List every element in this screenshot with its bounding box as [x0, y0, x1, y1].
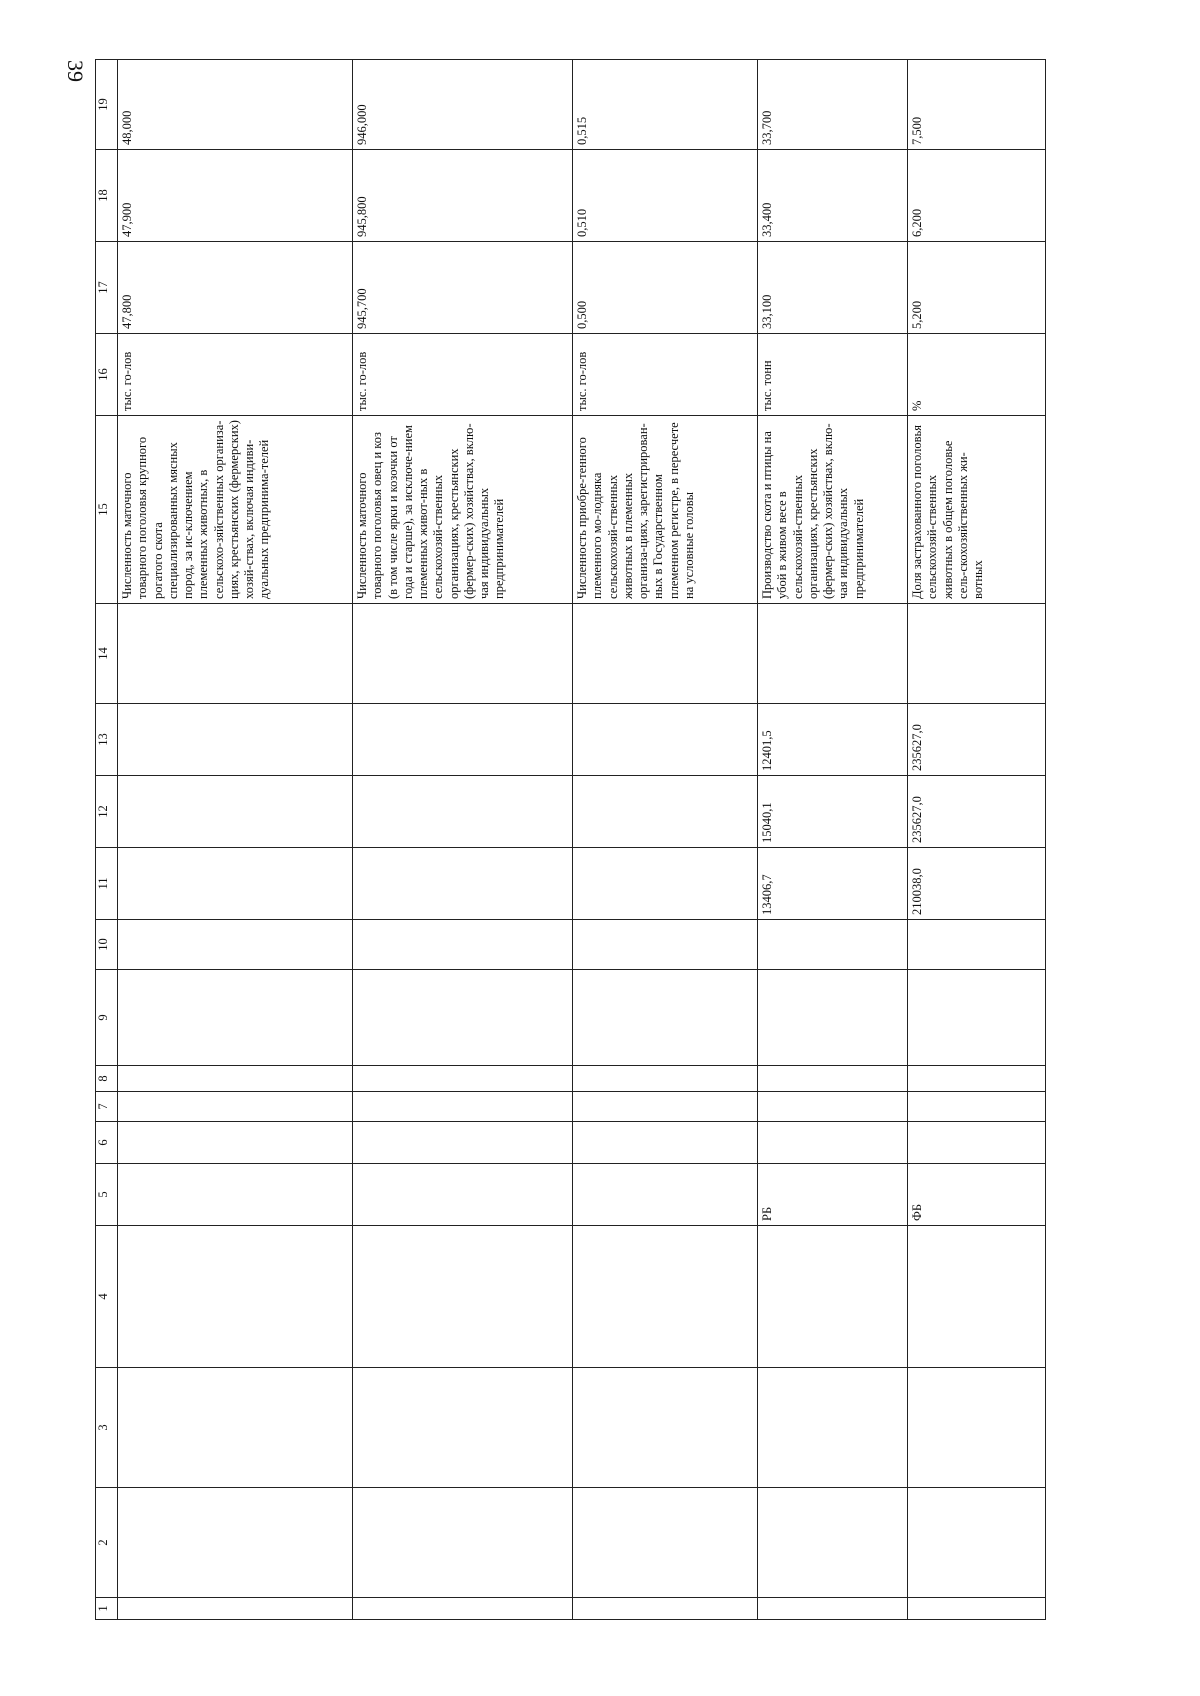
cell-c8 [353, 1066, 573, 1092]
col-header-14: 14 [96, 604, 118, 704]
cell-value-c19: 48,000 [118, 60, 353, 150]
cell-amount-c11: 13406,7 [758, 848, 908, 920]
cell-value-c17: 5,200 [908, 242, 1046, 334]
cell-c2 [908, 1488, 1046, 1598]
cell-c7 [353, 1092, 573, 1122]
col-header-9: 9 [96, 970, 118, 1066]
cell-indicator: Доля застрахованного поголовья сельскохозяй-ственных животных в общем поголовье сель-скохозяйственных жи-вотных [908, 416, 1046, 604]
cell-c1 [758, 1598, 908, 1620]
cell-c6 [758, 1122, 908, 1164]
cell-c4 [908, 1226, 1046, 1368]
cell-c9 [908, 970, 1046, 1066]
cell-amount-c12: 235627,0 [908, 776, 1046, 848]
cell-c4 [758, 1226, 908, 1368]
table-row [353, 60, 573, 1620]
cell-c6 [118, 1122, 353, 1164]
col-header-2: 2 [96, 1488, 118, 1598]
cell-c2 [118, 1488, 353, 1598]
cell-c14 [573, 604, 758, 704]
cell-c4 [353, 1226, 573, 1368]
cell-funding-source [118, 1164, 353, 1226]
col-header-10: 10 [96, 920, 118, 970]
cell-unit: тыс. го-лов [118, 334, 353, 416]
cell-value-c18: 47,900 [118, 150, 353, 242]
cell-c7 [118, 1092, 353, 1122]
cell-indicator: Численность приобре-тенного племенного мо-лодняка сельскохозяй-ственных животных в племенных организа-циях, зарегистрирован-ных в Государственном племенном регистре, в пересчете на условные головы [573, 416, 758, 604]
cell-c9 [353, 970, 573, 1066]
cell-value-c18: 33,400 [758, 150, 908, 242]
cell-c3 [908, 1368, 1046, 1488]
cell-amount-c11 [118, 848, 353, 920]
cell-c9 [758, 970, 908, 1066]
cell-c2 [758, 1488, 908, 1598]
cell-c4 [573, 1226, 758, 1368]
cell-unit: тыс. тонн [758, 334, 908, 416]
cell-amount-c13 [353, 704, 573, 776]
cell-unit: тыс. го-лов [573, 334, 758, 416]
cell-c8 [758, 1066, 908, 1092]
cell-funding-source [573, 1164, 758, 1226]
cell-value-c17: 0,500 [573, 242, 758, 334]
cell-indicator: Численность маточного товарного поголовья овец и коз (в том числе ярки и козочки от года и старше), за исключе-нием племенных живот-ных в сельскохозяй-ственных организациях, крестьянских (фермер-ских) хозяйствах, вклю-чая индивидуальных предпринимателей [353, 416, 573, 604]
cell-c14 [908, 604, 1046, 704]
program-indicators-table [95, 59, 1046, 1620]
table-row [573, 60, 758, 1620]
cell-c3 [118, 1368, 353, 1488]
cell-c1 [118, 1598, 353, 1620]
col-header-15: 15 [96, 416, 118, 604]
cell-indicator: Производство скота и птицы на убой в живом весе в сельскохозяй-ственных организациях, крестьянских (фермер-ских) хозяйствах, вклю-чая индивидуальных предпринимателей [758, 416, 908, 604]
cell-c10 [353, 920, 573, 970]
cell-funding-source: РБ [758, 1164, 908, 1226]
cell-c14 [758, 604, 908, 704]
cell-value-c17: 945,700 [353, 242, 573, 334]
cell-c3 [353, 1368, 573, 1488]
cell-funding-source: ФБ [908, 1164, 1046, 1226]
cell-value-c19: 946,000 [353, 60, 573, 150]
cell-indicator: Численность маточного товарного поголовья крупного рогатого скота специализированных мясных пород, за ис-ключением племенных животных, в сельскохо-зяйственных организа-циях, крестьянских (фермерских) хозяй-ствах, включая индиви-дуальных предпринима-телей [118, 416, 353, 604]
cell-c1 [353, 1598, 573, 1620]
col-header-16: 16 [96, 334, 118, 416]
cell-unit: % [908, 334, 1046, 416]
cell-amount-c12 [118, 776, 353, 848]
cell-unit: тыс. го-лов [353, 334, 573, 416]
cell-value-c19: 7,500 [908, 60, 1046, 150]
col-header-19: 19 [96, 60, 118, 150]
cell-c2 [353, 1488, 573, 1598]
header-row [96, 60, 118, 1620]
cell-value-c18: 945,800 [353, 150, 573, 242]
page-number: 39 [63, 60, 88, 82]
col-header-5: 5 [96, 1164, 118, 1226]
cell-value-c17: 47,800 [118, 242, 353, 334]
table-row [758, 60, 908, 1620]
cell-c9 [118, 970, 353, 1066]
col-header-6: 6 [96, 1122, 118, 1164]
cell-c14 [118, 604, 353, 704]
table-row [908, 60, 1046, 1620]
cell-value-c18: 6,200 [908, 150, 1046, 242]
cell-amount-c12 [353, 776, 573, 848]
cell-c10 [908, 920, 1046, 970]
cell-c6 [908, 1122, 1046, 1164]
cell-value-c19: 0,515 [573, 60, 758, 150]
col-header-8: 8 [96, 1066, 118, 1092]
cell-amount-c11: 210038,0 [908, 848, 1046, 920]
cell-c10 [573, 920, 758, 970]
cell-amount-c13: 235627,0 [908, 704, 1046, 776]
cell-c2 [573, 1488, 758, 1598]
cell-c14 [353, 604, 573, 704]
cell-c9 [573, 970, 758, 1066]
col-header-18: 18 [96, 150, 118, 242]
cell-c6 [353, 1122, 573, 1164]
cell-c10 [118, 920, 353, 970]
col-header-1: 1 [96, 1598, 118, 1620]
cell-amount-c13 [573, 704, 758, 776]
cell-funding-source [353, 1164, 573, 1226]
cell-c4 [118, 1226, 353, 1368]
cell-value-c17: 33,100 [758, 242, 908, 334]
col-header-7: 7 [96, 1092, 118, 1122]
cell-amount-c12: 15040,1 [758, 776, 908, 848]
cell-c7 [573, 1092, 758, 1122]
col-header-17: 17 [96, 242, 118, 334]
cell-c8 [908, 1066, 1046, 1092]
cell-c3 [758, 1368, 908, 1488]
cell-c8 [118, 1066, 353, 1092]
cell-c6 [573, 1122, 758, 1164]
cell-c10 [758, 920, 908, 970]
col-header-11: 11 [96, 848, 118, 920]
cell-amount-c11 [573, 848, 758, 920]
cell-amount-c13 [118, 704, 353, 776]
cell-amount-c12 [573, 776, 758, 848]
cell-c1 [908, 1598, 1046, 1620]
cell-c7 [758, 1092, 908, 1122]
cell-c3 [573, 1368, 758, 1488]
cell-amount-c13: 12401,5 [758, 704, 908, 776]
table-row [118, 60, 353, 1620]
cell-value-c18: 0,510 [573, 150, 758, 242]
col-header-4: 4 [96, 1226, 118, 1368]
cell-c1 [573, 1598, 758, 1620]
col-header-12: 12 [96, 776, 118, 848]
rotated-table-container [95, 60, 1045, 1620]
col-header-3: 3 [96, 1368, 118, 1488]
cell-c7 [908, 1092, 1046, 1122]
col-header-13: 13 [96, 704, 118, 776]
cell-c8 [573, 1066, 758, 1092]
cell-amount-c11 [353, 848, 573, 920]
cell-value-c19: 33,700 [758, 60, 908, 150]
